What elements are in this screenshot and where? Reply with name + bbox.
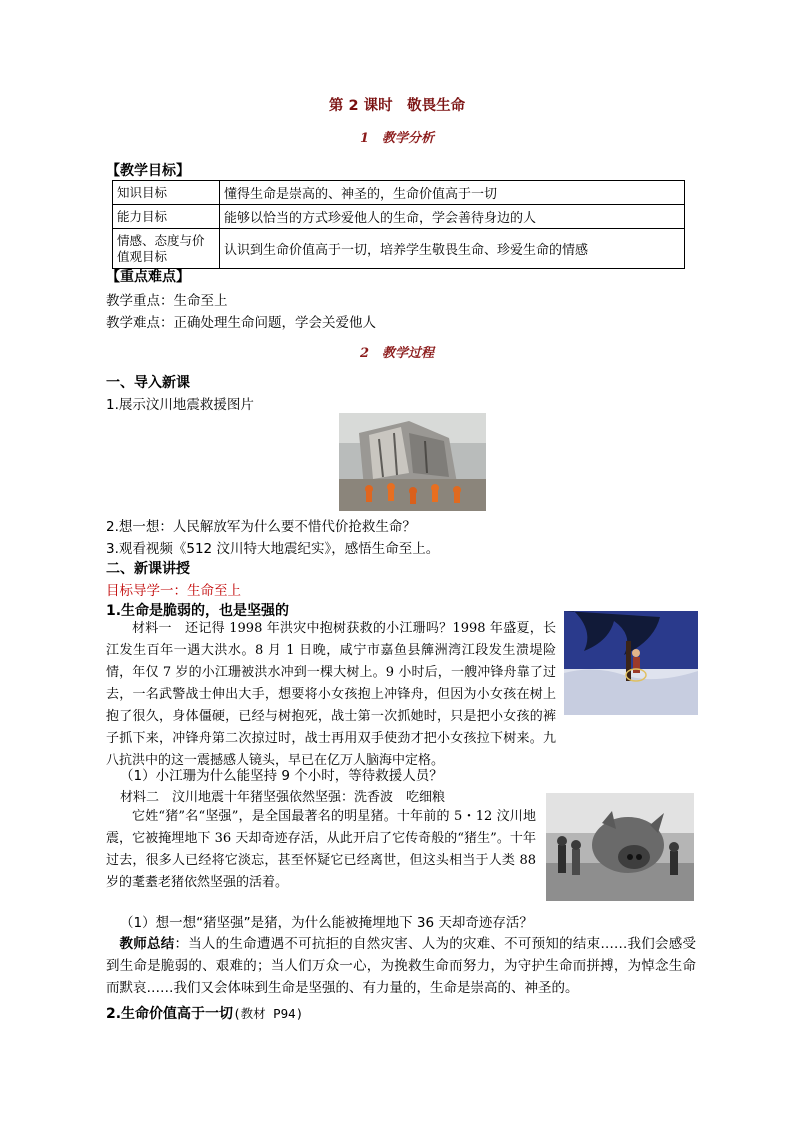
page-title: 第 2 课时 敬畏生命 (328, 98, 466, 114)
table-row (113, 229, 685, 269)
flood-tree-photo (564, 611, 698, 715)
material-2-text: 它姓“猪”名“坚强”，是全国最著名的明星猪。十年前的 5・12 汶川地震，它被掩埋地下 36 天却奇迹存活，从此开启了它传奇般的“猪生”。十年过去，很多人已经将它淡忘，甚至怀疑它已经离世，但这头相当于人类 88 岁的耄耋老猪依然坚强的活着。 (106, 809, 536, 890)
part-heading-process: 2 教学过程 (359, 346, 435, 361)
pig-photo (546, 793, 694, 901)
earthquake-rescue-photo (339, 413, 486, 511)
intro-item-1: 1.展示汶川地震救援图片 (106, 397, 254, 413)
objective-text: 认识到生命价值高于一切，培养学生敬畏生命、珍爱生命的情感 (220, 229, 685, 269)
intro-item-3: 3.观看视频《512 汶川特大地震纪实》，感悟生命至上。 (106, 541, 440, 557)
point-2-title: 2.生命价值高于一切 (106, 1006, 234, 1022)
section-new-lesson: 二、新课讲授 (106, 561, 190, 577)
guide-heading-1: 目标导学一：生命至上 (106, 583, 241, 599)
material-2-title: 材料二 汶川地震十年猪坚强依然坚强：洗香波 吃细粮 (120, 790, 446, 805)
question-2: （1）想一想“猪坚强”是猪，为什么能被掩埋地下 36 天却奇迹存活？ (120, 915, 533, 931)
teacher-summary (106, 933, 696, 999)
point-2-reference: (教材 P94) (233, 1006, 304, 1021)
intro-item-2: 2.想一想：人民解放军为什么要不惜代价抢救生命？ (106, 519, 416, 535)
part-heading-analysis: 1 教学分析 (359, 131, 435, 146)
objectives-header: 【教学目标】 (106, 163, 190, 179)
table-row (113, 205, 685, 229)
objectives-table (112, 180, 685, 269)
table-row (113, 181, 685, 205)
objective-label: 能力目标 (113, 205, 220, 229)
objective-label: 知识目标 (113, 181, 220, 205)
objective-label: 情感、态度与价值观目标 (113, 229, 220, 269)
keypoints-header: 【重点难点】 (106, 269, 190, 285)
summary-text: ：当人的生命遭遇不可抗拒的自然灾害、人为的灾难、不可预知的结束……我们会感受到生命是脆弱的、艰难的；当人们万众一心，为挽救生命而努力，为守护生命而拼搏，为悼念生命而默哀……我们又会体味到生命是坚强的、有力量的，生命是崇高的、神圣的。 (106, 936, 697, 996)
objective-text: 懂得生命是崇高的、神圣的，生命价值高于一切 (220, 181, 685, 205)
point-2-heading (106, 1003, 303, 1023)
teaching-difficulty: 教学难点：正确处理生命问题，学会关爱他人 (106, 315, 376, 331)
objective-text: 能够以恰当的方式珍爱他人的生命，学会善待身边的人 (220, 205, 685, 229)
summary-label: 教师总结 (119, 936, 175, 952)
point-1-heading: 1.生命是脆弱的，也是坚强的 (106, 603, 290, 619)
material-1-text: 材料一 还记得 1998 年洪灾中抱树获救的小江珊吗？1998 年盛夏，长江发生百年一遇大洪水。8 月 1 日晚，咸宁市嘉鱼县簰洲湾江段发生溃堤险情，年仅 7 岁的小江珊被洪水冲到一棵大树上。9 小时后，一艘冲锋舟靠了过去，一名武警战士伸出大手，想要将小女孩抱上冲锋舟，但因为小女孩在树上抱了很久，身体僵硬，已经与树抱死，战士第一次抓她时，只是把小女孩的裤子抓下来，冲锋舟第二次掠过时，战士再用双手使劲才把小女孩拉下树来。九八抗洪中的这一震撼感人镜头，早已在亿万人脑海中定格。 (106, 621, 556, 768)
teaching-keypoint: 教学重点：生命至上 (106, 293, 228, 309)
section-intro: 一、导入新课 (106, 375, 190, 391)
question-1: （1）小江珊为什么能坚持 9 个小时，等待救援人员？ (120, 768, 443, 784)
